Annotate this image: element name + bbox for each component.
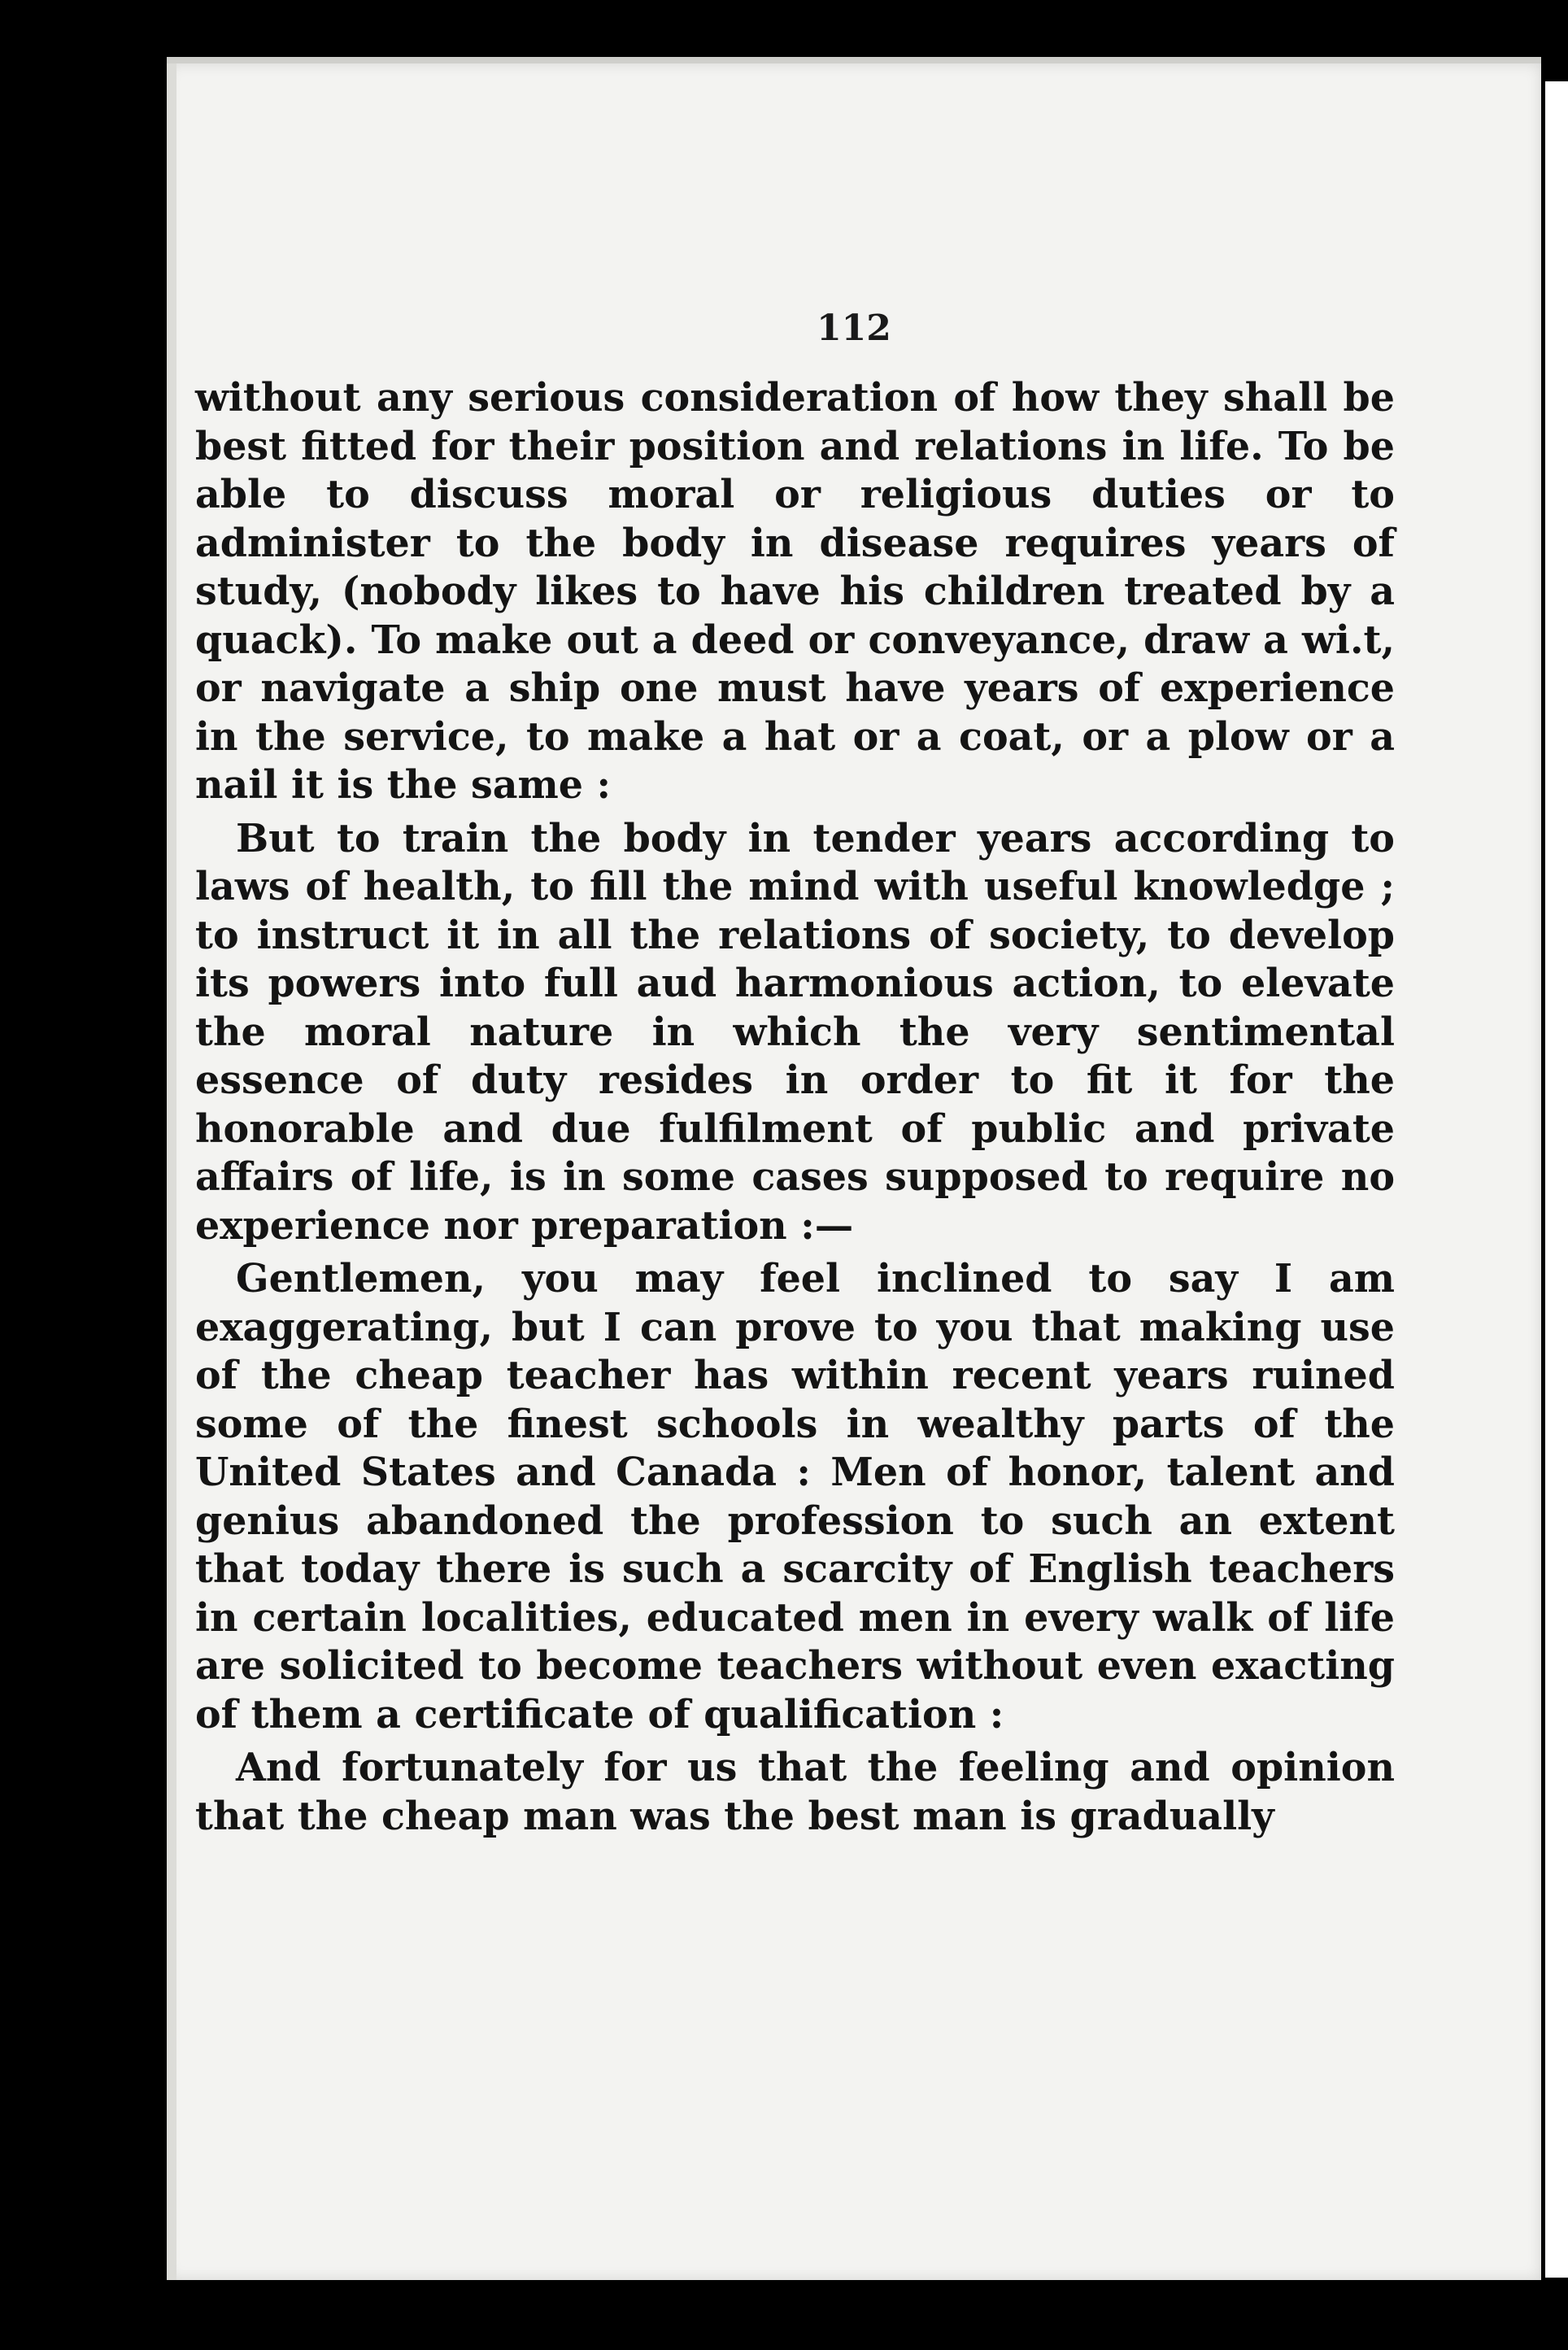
body-text	[195, 374, 1395, 1846]
paragraph-4: And fortunately for us that the feeling and opinion that the cheap man was the best man is gradually	[195, 1745, 1395, 1839]
page-number: 112	[817, 307, 891, 349]
page-left-edge	[167, 63, 176, 2280]
paragraph-1: without any serious consideration of how they shall be best fitted for their position and relations in life. To be able to discuss moral or religious duties or to administer to the body in disease requires years of study, (nobody likes to have his children treated by a quack). To make out a deed or conveyance, draw a wi.t, or navigate a ship one must have years of experience in the service, to make a hat or a coat, or a plow or a nail it is the same :	[195, 375, 1395, 808]
paragraph-2: But to train the body in tender years according to laws of health, to fill the mind with useful knowledge ; to instruct it in all the relations of society, to develop its powers into full aud harmonious action, to elevate the moral nature in which the very sentimental essence of duty resides in order to fit it for the honorable and due fulfilment of public and private affairs of life, is in some cases supposed to require no experience nor preparation :—	[195, 815, 1395, 1249]
adjacent-page-edge	[1545, 81, 1568, 2278]
paragraph-3: Gentlemen, you may feel inclined to say I am exaggerating, but I can prove to you that making use of the cheap teacher has within recent years ruined some of the finest schools in wealthy parts of the United States and Canada : Men of honor, talent and genius abandoned the profession to such an extent that today there is such a scarcity of English teachers in certain localities, educated men in every walk of life are solicited to become teachers without even exacting of them a certificate of qualification :	[195, 1256, 1395, 1737]
